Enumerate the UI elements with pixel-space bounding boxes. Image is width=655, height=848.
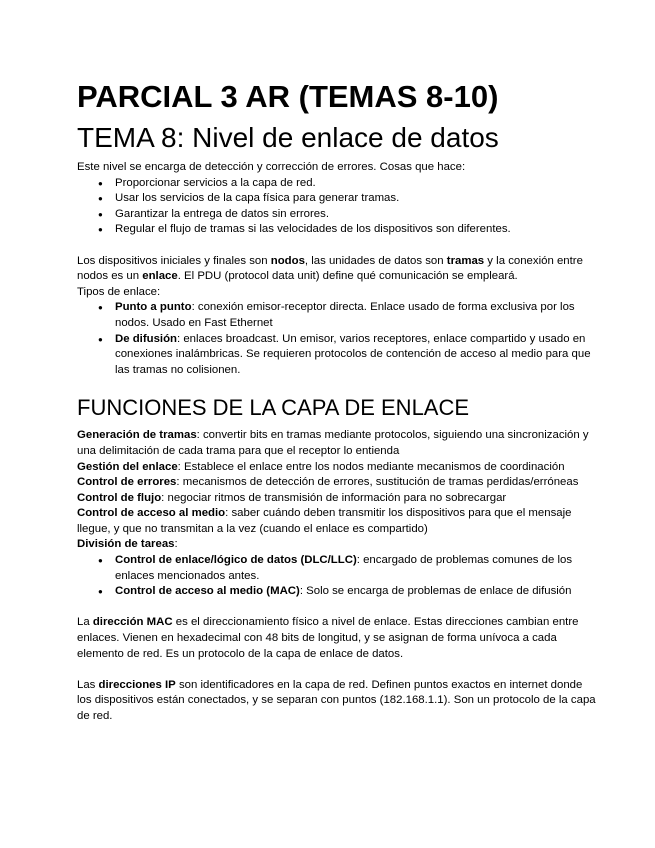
list-item: ● Garantizar la entrega de datos sin errores. (115, 207, 597, 223)
tema8-nodes-paragraph: Los dispositivos iniciales y finales son nodos, las unidades de datos son tramas y la conexión entre nodos es un enlace. El PDU (protocol data unit) define qué comunicación se empleará. (77, 254, 583, 283)
funcion-item: Control de flujo: negociar ritmos de transmisión de información para no sobrecargar (77, 491, 507, 504)
list-item: ● Usar los servicios de la capa física para generar tramas. (115, 191, 597, 207)
tema8-heading: TEMA 8: Nivel de enlace de datos (77, 122, 499, 153)
funcion-item: Control de acceso al medio: saber cuándo deben transmitir los dispositivos para que el mensaje llegue, y que no transmitan a la vez (cuando el enlace es compartido) (77, 507, 572, 535)
document-title: PARCIAL 3 AR (TEMAS 8-10) (77, 79, 499, 114)
list-item: ● De difusión: enlaces broadcast. Un emisor, varios receptores, enlace compartido y usado en conexiones inalámbricas. Se requieren protocolos de contención de acceso al medio para que las tramas no colisionen. (115, 332, 597, 379)
link-types-list (77, 300, 597, 378)
division-tareas-list (77, 553, 597, 600)
tema8-intro: Este nivel se encarga de detección y corrección de errores. Cosas que hace: (77, 161, 466, 173)
funcion-item: Generación de tramas: convertir bits en tramas mediante protocolos, siguiendo una sincronización y una delimitación de cada trama para que el receptor lo entienda (77, 429, 589, 457)
list-item: ● Punto a punto: conexión emisor-receptor directa. Enlace usado de forma exclusiva por los nodos. Usado en Fast Ethernet (115, 300, 597, 331)
funcion-item: División de tareas: (77, 538, 178, 551)
mac-paragraph: La dirección MAC es el direccionamiento físico a nivel de enlace. Estas direcciones cambian entre enlaces. Vienen en hexadecimal con 48 bits de longitud, y se asignan de forma unívoca a cada elemento de red. Es un protocolo de la capa de enlace de datos. (77, 616, 579, 660)
funcion-item: Control de errores: mecanismos de detección de errores, sustitución de tramas perdidas/erróneas (77, 476, 579, 489)
list-item: ● Regular el flujo de tramas si las velocidades de los dispositivos son diferentes. (115, 222, 597, 238)
list-item: ● Control de enlace/lógico de datos (DLC/LLC): encargado de problemas comunes de los enlaces mencionados antes. (115, 553, 597, 584)
link-types-label: Tipos de enlace: (77, 285, 161, 298)
funciones-heading: FUNCIONES DE LA CAPA DE ENLACE (77, 395, 470, 421)
tema8-task-list (77, 176, 597, 238)
list-item: ● Proporcionar servicios a la capa de red. (115, 176, 597, 192)
document-page (77, 78, 597, 725)
funcion-item: Gestión del enlace: Establece el enlace entre los nodos mediante mecanismos de coordinación (77, 460, 565, 473)
list-item: ● Control de acceso al medio (MAC): Solo se encarga de problemas de enlace de difusión (115, 584, 597, 600)
ip-paragraph: Las direcciones IP son identificadores en la capa de red. Definen puntos exactos en internet donde los dispositivos están conectados, y se separan con puntos (182.168.1.1). Son un protocolo de la capa de red. (77, 678, 596, 722)
